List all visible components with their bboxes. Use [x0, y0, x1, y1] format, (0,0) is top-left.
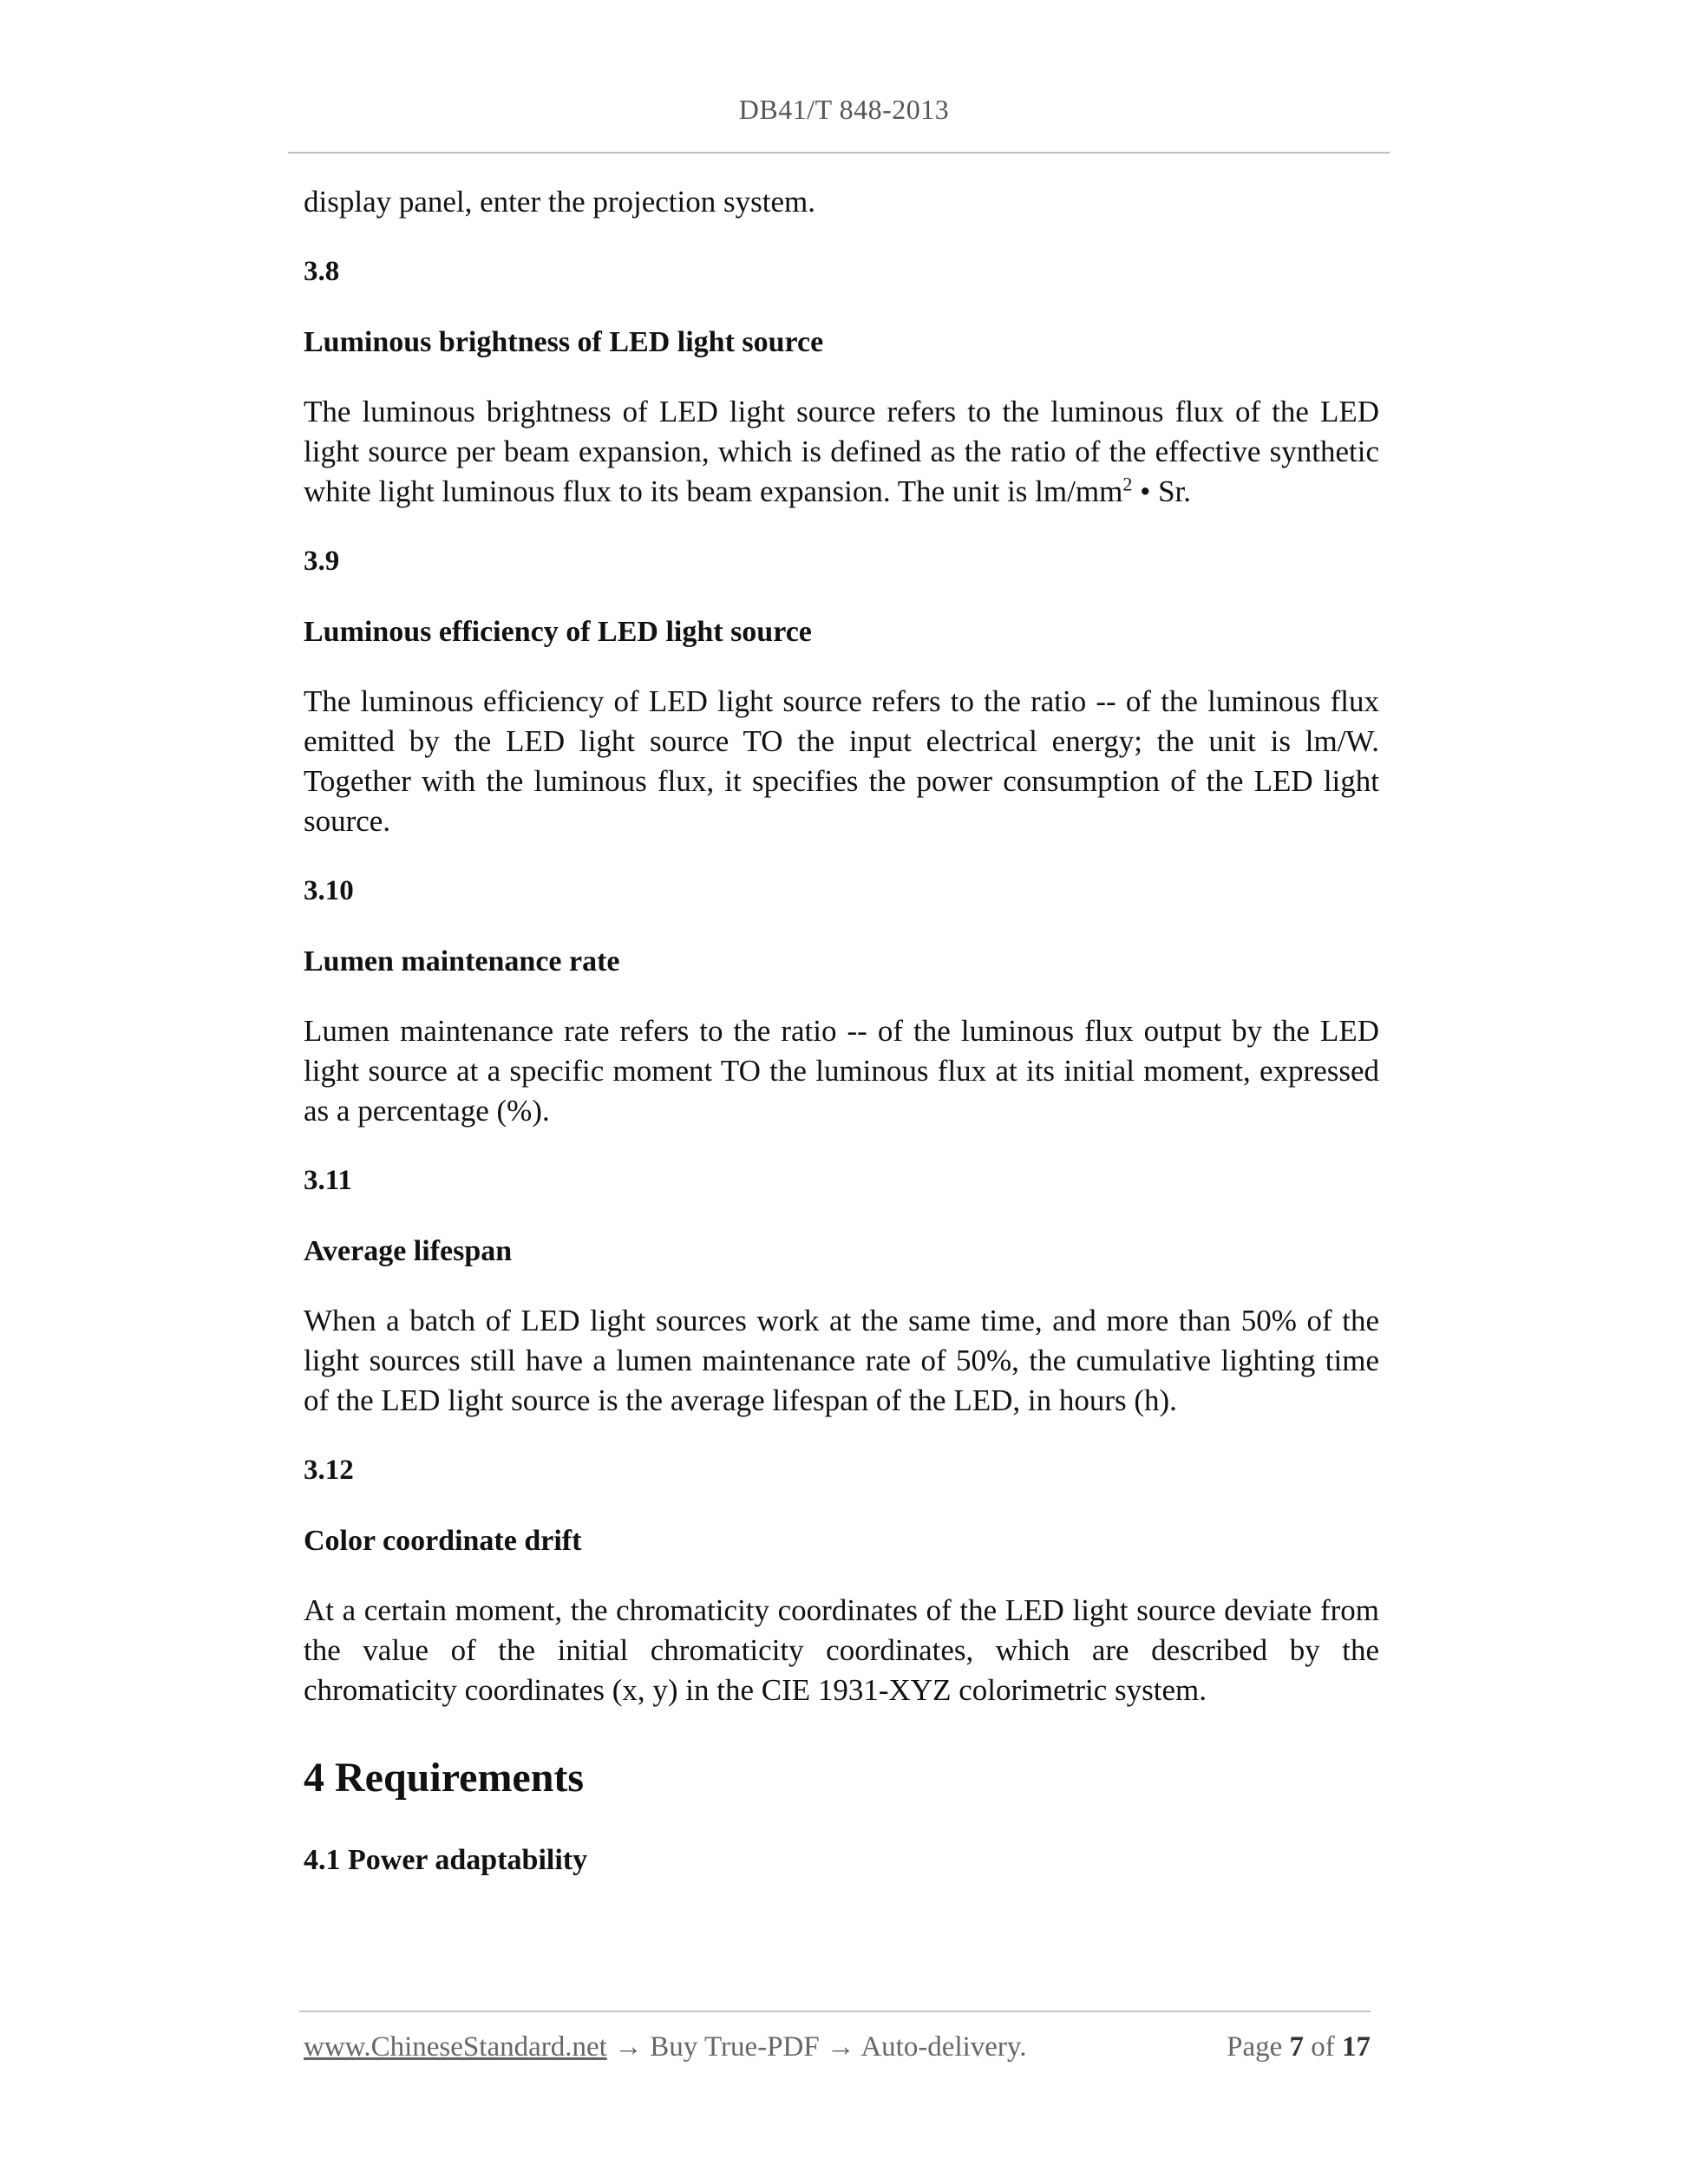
footer-links: [304, 2031, 1027, 2063]
term-3-8: Luminous brightness of LED light source: [304, 326, 824, 358]
term-3-12: Color coordinate drift: [304, 1525, 582, 1557]
page-current: 7: [1289, 2031, 1304, 2063]
arrow-right-icon: →: [614, 2031, 644, 2063]
definition-3-8-tail: • Sr.: [1132, 474, 1192, 508]
intro-fragment: display panel, enter the projection system.: [304, 185, 815, 219]
page-label: Page: [1227, 2031, 1283, 2063]
section-number-3-9: 3.9: [304, 546, 340, 577]
chinesestandard-link[interactable]: www.ChineseStandard.net: [304, 2031, 607, 2063]
definition-3-10: Lumen maintenance rate refers to the ratio -- of the luminous flux output by the LED light source at a specific moment TO the luminous flux at its initial moment, expressed as a percentage (%).: [304, 1014, 1379, 1128]
buy-true-pdf-text: Buy True-PDF: [650, 2031, 820, 2063]
arrow-right-icon: →: [826, 2031, 855, 2063]
section-number-3-10: 3.10: [304, 875, 354, 906]
section-number-3-8: 3.8: [304, 256, 340, 287]
page-of-label: of: [1311, 2031, 1335, 2063]
header-divider: [288, 152, 1390, 154]
page-content: [304, 182, 1379, 1880]
term-3-11: Average lifespan: [304, 1235, 513, 1267]
page-counter: [1227, 2031, 1371, 2063]
section-number-3-11: 3.11: [304, 1165, 352, 1196]
subsection-heading: 4.1 Power adaptability: [304, 1844, 588, 1876]
section-number-3-12: 3.12: [304, 1455, 354, 1486]
document-id-header: DB41/T 848-2013: [738, 94, 950, 125]
footer-divider: [299, 2011, 1371, 2012]
definition-3-8: [304, 392, 1379, 512]
term-3-10: Lumen maintenance rate: [304, 945, 620, 978]
definition-3-8-superscript: 2: [1122, 473, 1133, 495]
definition-3-11: When a batch of LED light sources work at the same time, and more than 50% of the light sources still have a lumen maintenance rate of 50%, the cumulative lighting time of the LED light source is the average lifespan of the LED, in hours (h).: [304, 1304, 1379, 1417]
definition-3-12: At a certain moment, the chromaticity coordinates of the LED light source deviate from the value of the initial chromaticity coordinates, which are described by the chromaticity coordinates (x, y) in the CIE 1931-XYZ colorimetric system.: [304, 1593, 1379, 1707]
auto-delivery-text: Auto-delivery.: [860, 2031, 1027, 2063]
chapter-heading: 4 Requirements: [304, 1755, 585, 1801]
definition-3-9: The luminous efficiency of LED light source refers to the ratio -- of the luminous flux emitted by the LED light source TO the input electrical energy; the unit is lm/W. Together with the luminous flux, it specifies the power consumption of the LED light source.: [304, 684, 1379, 838]
definition-3-8-main: The luminous brightness of LED light source refers to the luminous flux of the LED light source per beam expansion, which is defined as the ratio of the effective synthetic white light luminous flux to its beam expansion. The unit is lm/mm: [304, 395, 1379, 508]
page-footer: [304, 2031, 1371, 2063]
page-total: 17: [1342, 2031, 1371, 2063]
term-3-9: Luminous efficiency of LED light source: [304, 616, 812, 648]
